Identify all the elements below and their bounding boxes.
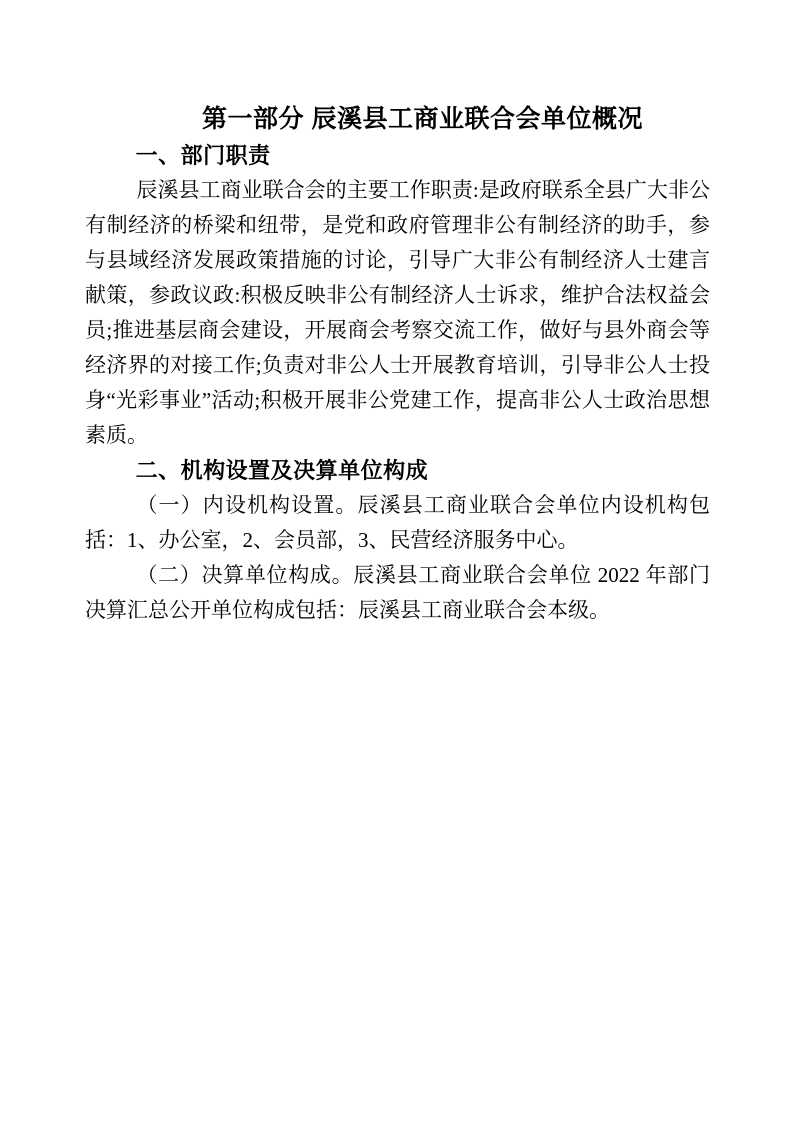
paragraph-internal-structure: （一）内设机构设置。辰溪县工商业联合会单位内设机构包括：1、办公室，2、会员部，3、民营经济服务中心。 [85, 493, 710, 552]
paragraph-final-accounts-units: （二）决算单位构成。辰溪县工商业联合会单位 2022 年部门决算汇总公开单位构成包括：辰溪县工商业联合会本级。 [85, 563, 710, 622]
document-title: 第一部分 辰溪县工商业联合会单位概况 [202, 105, 643, 133]
section-heading-2: 二、机构设置及决算单位构成 [135, 458, 429, 483]
section-department-duties [85, 138, 710, 453]
paragraph-duties: 辰溪县工商业联合会的主要工作职责:是政府联系全县广大非公有制经济的桥梁和纽带，是党和政府管理非公有制经济的助手，参与县域经济发展政策措施的讨论，引导广大非公有制经济人士建言献策，参政议政:积极反映非公有制经济人士诉求，维护合法权益会员;推进基层商会建设，开展商会考察交流工作，做好与县外商会等经济界的对接工作;负责对非公人士开展教育培训，引导非公人士投身“光彩事业”活动;积极开展非公党建工作，提高非公人士政治思想素质。 [85, 178, 710, 447]
section-organization-structure [85, 453, 710, 628]
section-heading-1: 一、部门职责 [135, 143, 271, 168]
